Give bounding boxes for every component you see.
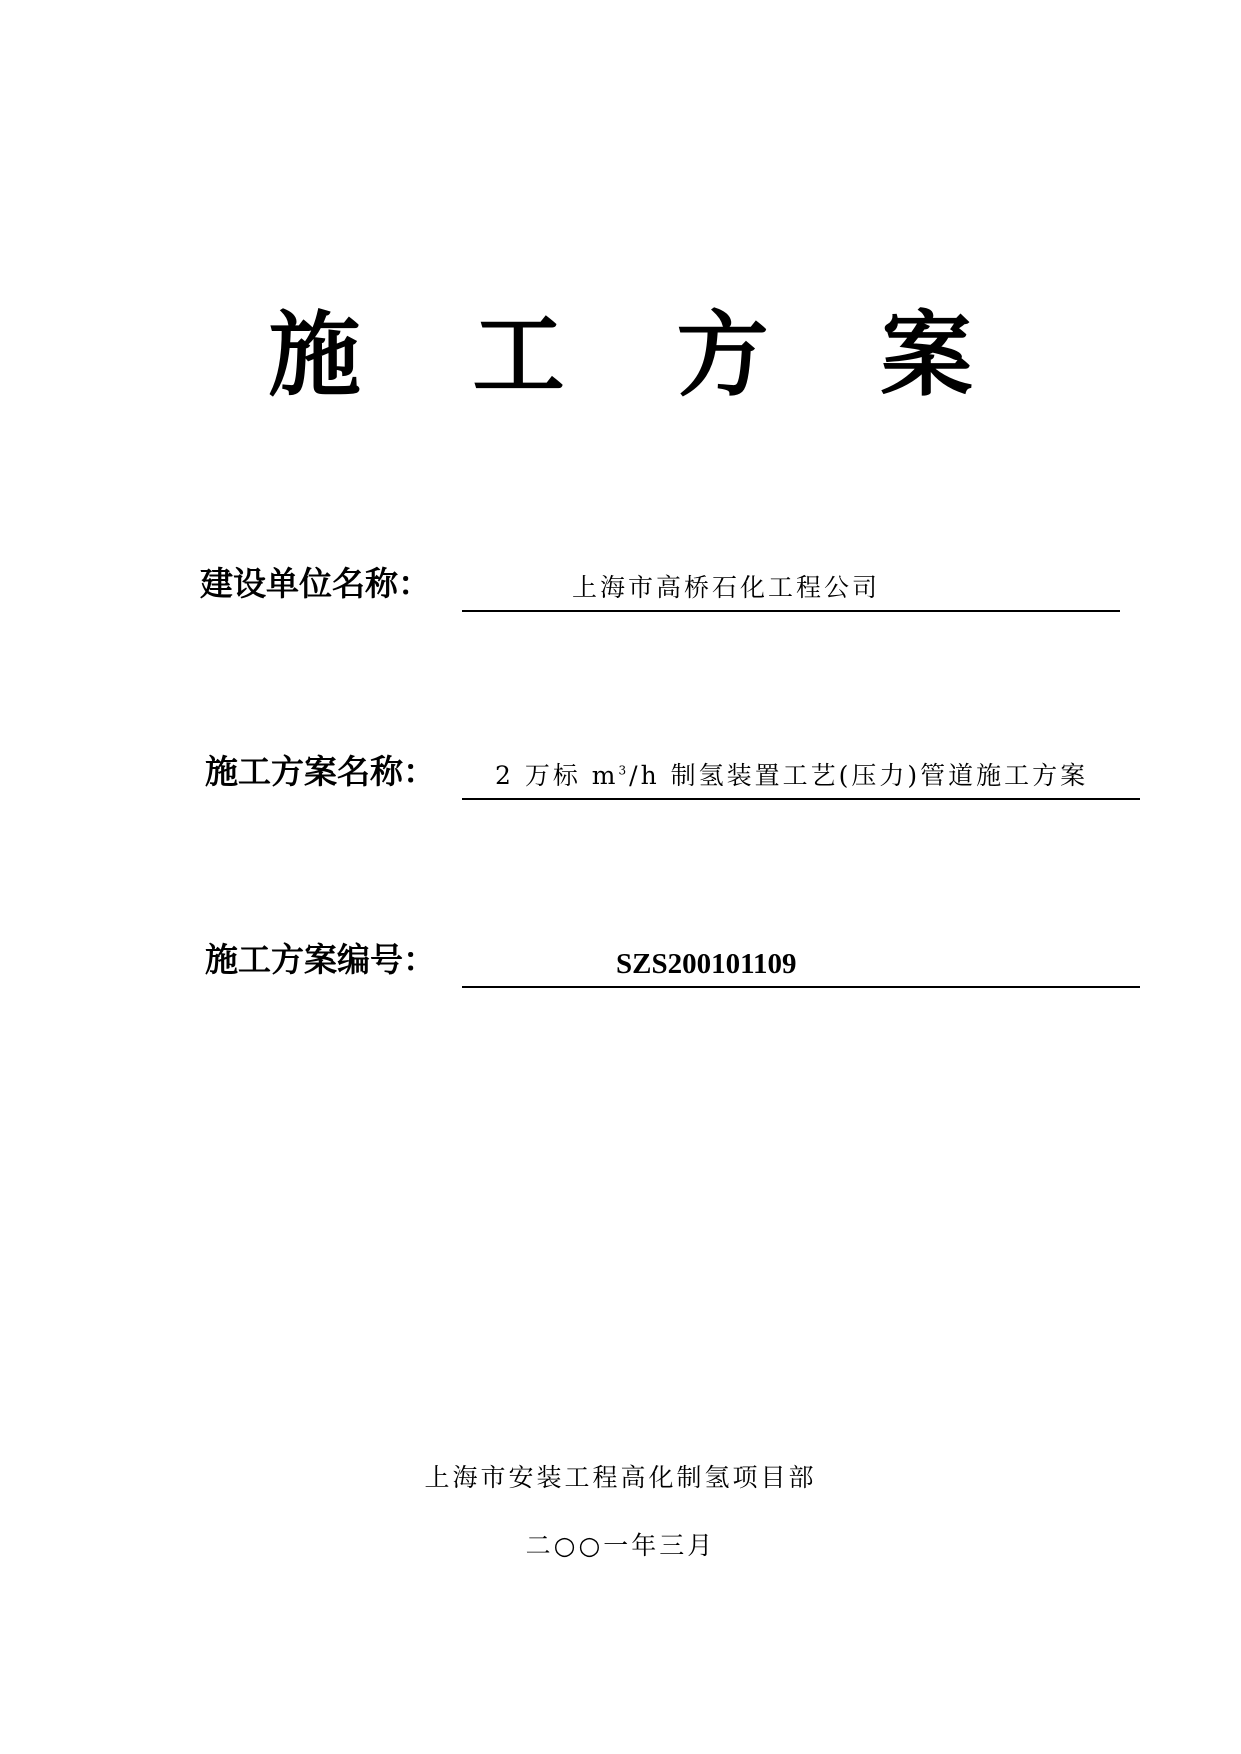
construction-unit-value: 上海市高桥石化工程公司 xyxy=(572,573,881,602)
construction-unit-label: 建设单位名称： xyxy=(200,564,431,603)
plan-number-value: SZS200101109 xyxy=(616,948,797,980)
plan-name-value xyxy=(495,758,1088,794)
plan-name-label: 施工方案名称： xyxy=(205,752,436,791)
plan-name-value-prefix: 2 万标 m xyxy=(495,761,619,790)
plan-name-value-sup: 3 xyxy=(618,763,630,778)
plan-number-underline xyxy=(462,936,1140,988)
document-title: 施 工 方 案 xyxy=(268,301,1013,409)
plan-number-label: 施工方案编号： xyxy=(205,940,436,979)
plan-name-value-suffix: /h 制氢装置工艺(压力)管道施工方案 xyxy=(629,761,1089,790)
field-plan-number xyxy=(205,928,1145,988)
field-plan-name xyxy=(205,740,1145,800)
footer-department: 上海市安装工程高化制氢项目部 xyxy=(424,1463,817,1492)
field-construction-unit xyxy=(200,552,1140,612)
footer-date: 二○○一年三月 xyxy=(525,1531,716,1560)
